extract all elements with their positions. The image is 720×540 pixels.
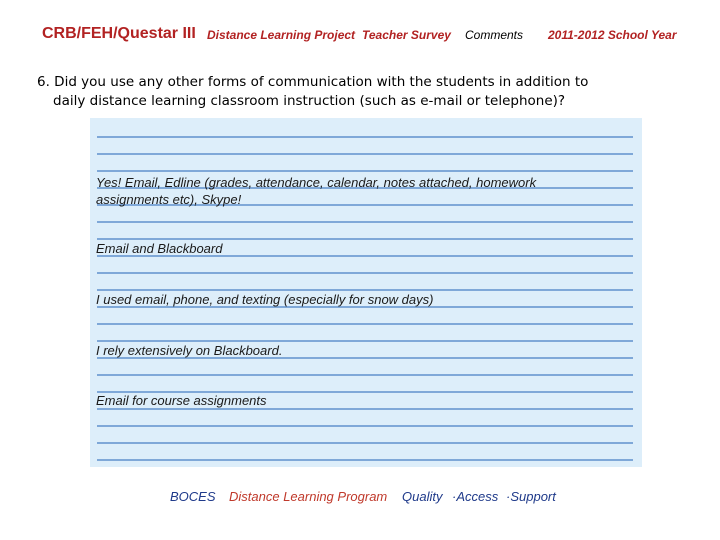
response-1-line-1: Yes! Email, Edline (grades, attendance, calendar, notes attached, homework xyxy=(96,175,537,190)
header-comments: Comments xyxy=(465,28,524,42)
ruled-line xyxy=(97,272,633,274)
answers-panel xyxy=(90,118,642,467)
footer-quality: Quality xyxy=(402,489,443,504)
ruled-line xyxy=(97,153,633,155)
question-line-1: 6. Did you use any other forms of communication with the students in addition to xyxy=(37,74,589,90)
response-2: Email and Blackboard xyxy=(96,241,223,256)
header-project: Distance Learning Project xyxy=(207,28,356,42)
response-4: I rely extensively on Blackboard. xyxy=(96,343,283,358)
ruled-line xyxy=(97,136,633,138)
response-3: I used email, phone, and texting (especially for snow days) xyxy=(96,292,434,307)
ruled-line xyxy=(97,374,633,376)
ruled-line xyxy=(97,221,633,223)
response-5: Email for course assignments xyxy=(96,393,267,408)
header-title: CRB/FEH/Questar III xyxy=(42,25,196,42)
header-survey: Teacher Survey xyxy=(362,28,451,42)
ruled-line xyxy=(97,170,633,172)
footer-access: ·Access xyxy=(452,489,499,504)
slide-header xyxy=(0,24,720,46)
footer-program: Distance Learning Program xyxy=(229,489,388,504)
slide-footer xyxy=(0,489,720,507)
header-year: 2011-2012 School Year xyxy=(548,28,677,42)
question-line-2: daily distance learning classroom instruction (such as e-mail or telephone)? xyxy=(53,93,566,109)
footer-boces: BOCES xyxy=(170,489,216,504)
survey-question xyxy=(37,73,677,111)
ruled-line xyxy=(97,442,633,444)
ruled-line xyxy=(97,459,633,461)
ruled-line xyxy=(97,425,633,427)
footer-support: ·Support xyxy=(506,489,556,504)
response-1-line-2: assignments etc), Skype! xyxy=(96,192,242,207)
ruled-line xyxy=(97,323,633,325)
